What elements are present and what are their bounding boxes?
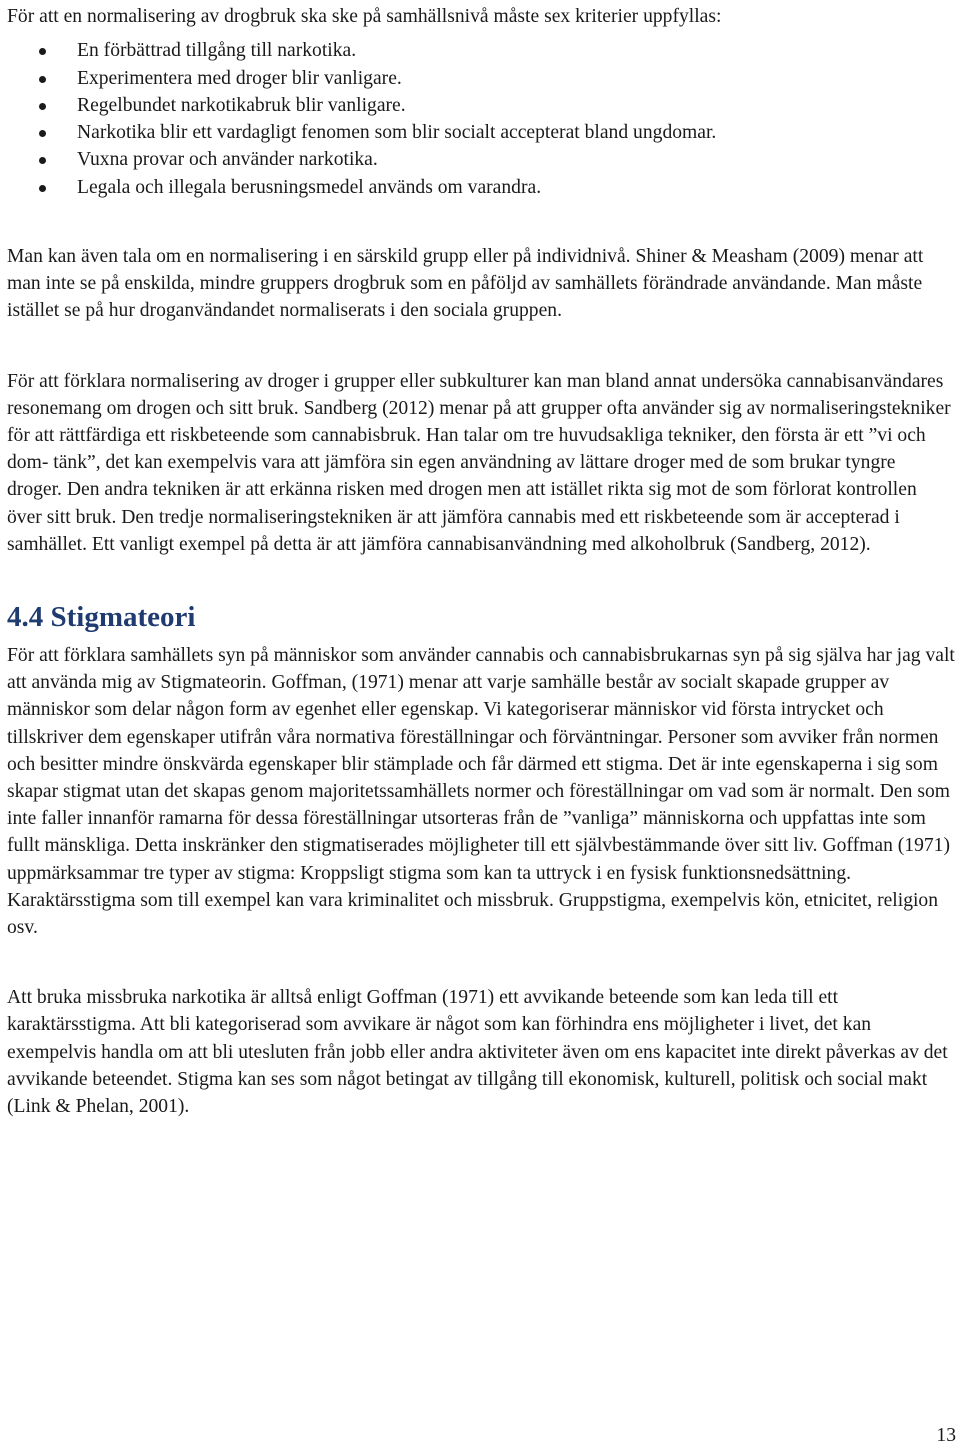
bullet-icon (39, 103, 46, 110)
criteria-item-text: Narkotika blir ett vardagligt fenomen som blir socialt accepterat bland ungdomar. (77, 122, 717, 144)
criteria-item (7, 92, 955, 119)
criteria-item (7, 146, 955, 173)
bullet-icon (39, 76, 46, 83)
intro-text: För att en normalisering av drogbruk ska ske på samhällsnivå måste sex kriterier uppfyllas: (7, 6, 722, 27)
page-number: 13 (936, 1425, 956, 1446)
criteria-item (7, 37, 955, 64)
paragraph-individual-normalisation: Man kan även tala om en normalisering i en särskild grupp eller på individnivå. Shiner & Measham (2009) menar att man inte se på enskilda, mindre gruppers drogbruk som en påföljd av samhällets förändrade användande. Man måste istället se på hur droganvändandet normaliserats i den sociala gruppen. (7, 245, 924, 322)
bullet-icon (39, 185, 46, 192)
bullet-icon (39, 48, 46, 55)
criteria-item (7, 119, 955, 146)
criteria-item-text: Regelbundet narkotikabruk blir vanligare. (77, 94, 406, 116)
criteria-item (7, 65, 955, 92)
paragraph-normalisation-techniques: För att förklara normalisering av droger i grupper eller subkulturer kan man bland annat undersöka cannabisanvändares resonemang om drogen och sitt bruk. Sandberg (2012) menar på att grupper ofta använder sig av normaliseringstekniker för att rättfärdiga ett riskbeteende som cannabisbruk. Han talar om tre huvudsakliga tekniker, den första är ett ”vi och dom- tänk”, det kan exempelvis vara att jämföra sin egen användning av lättare droger med de som brukar tyngre droger. Den andra tekniken är att erkänna risken med drogen men att istället rikta sig mot de som förlorat kontrollen över sitt bruk. Den tredje normaliseringstekniken är att jämföra cannabis med ett riskbeteende som är accepterad i samhället. Ett vanligt exempel på detta är att jämföra cannabisanvändning med alkoholbruk (Sandberg, 2012). (7, 370, 951, 555)
paragraph-stigma-theory: För att förklara samhällets syn på människor som använder cannabis och cannabisbrukarnas syn på sig själva har jag valt att använda mig av Stigmateorin. Goffman, (1971) menar att varje samhälle består av socialt skapade grupper av människor som delar någon form av egenhet eller egenskap. Vi kategoriserar människor vid första intrycket och tillskriver dem egenskaper utifrån våra normativa föreställningar och förväntningar. Personer som avviker från normen och besitter mindre önskvärda egenskaper blir stämplade och får därmed ett stigma. Det är inte egenskaperna i sig som skapar stigmat utan det skapas genom majoritetssamhällets normer och föreställningar om vad som är normalt. Den som inte faller innanför ramarna för dessa föreställningar utsorteras från de ”vanliga” människorna och uppfattas inte som fullt mänskliga. Detta inskränker den stigmatiserades möjligheter till ett självbestämmande över sitt liv. Goffman (1971) uppmärksammar tre typer av stigma: Kroppsligt stigma som kan ta uttryck i en fysisk funktionsnedsättning. Karaktärsstigma som till exempel kan vara kriminalitet och missbruk. Gruppstigma, exempelvis kön, etnicitet, religion osv. (7, 645, 955, 939)
document-page (7, 3, 955, 1120)
paragraph-character-stigma: Att bruka missbruka narkotika är alltså enligt Goffman (1971) ett avvikande beteende som kan leda till ett karaktärsstigma. Att bli kategoriserad som avvikare är något som kan förhindra ens möjligheter i livet, det kan exempelvis handla om att bli utesluten från jobb eller andra aktiviteter även om ens kapacitet inte direkt påverkas av det avvikande beteendet. Stigma kan ses som något betingat av tillgång till ekonomisk, kulturell, politisk och social makt (Link & Phelan, 2001). (7, 987, 948, 1118)
bullet-icon (39, 157, 46, 164)
criteria-item (7, 174, 955, 201)
criteria-item-text: Vuxna provar och använder narkotika. (77, 149, 378, 171)
section-heading: 4.4 Stigmateori (7, 601, 196, 634)
bullet-icon (39, 130, 46, 137)
criteria-item-text: Experimentera med droger blir vanligare. (77, 67, 402, 89)
criteria-list (7, 37, 955, 201)
criteria-item-text: Legala och illegala berusningsmedel används om varandra. (77, 176, 542, 198)
criteria-item-text: En förbättrad tillgång till narkotika. (77, 40, 357, 62)
